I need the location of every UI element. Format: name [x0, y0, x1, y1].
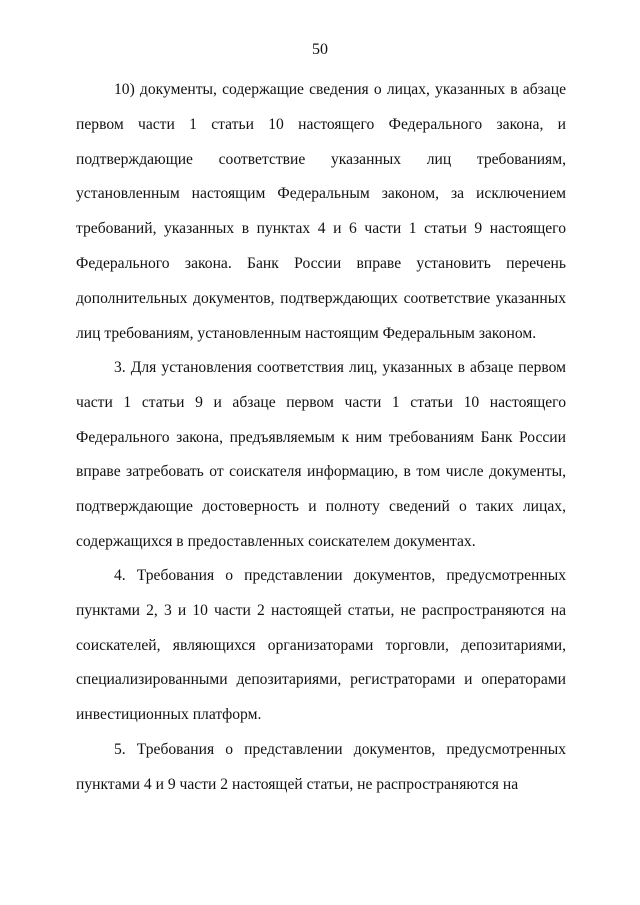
paragraph-section-4: 4. Требования о представлении документов, предусмотренных пунктами 2, 3 и 10 части 2 настоящей статьи, не распространяются на соискателей, являющихся организаторами торговли, депозитариями, специализированными депозитариями, регистраторами и операторами инвестиционных платформ. [76, 567, 566, 724]
paragraph-section-5: 5. Требования о представлении документов, предусмотренных пунктами 4 и 9 части 2 настоящей статьи, не распространяются на [76, 741, 566, 793]
page-number: 50 [312, 41, 328, 58]
paragraph-item-10: 10) документы, содержащие сведения о лицах, указанных в абзаце первом части 1 статьи 10 настоящего Федерального закона, и подтверждающие соответствие указанных лиц требованиям, установленным настоящим Федеральным законом, за исключением требований, указанных в пунктах 4 и 6 части 1 статьи 9 настоящего Федерального закона. Банк России вправе установить перечень дополнительных документов, подтверждающих соответствие указанных лиц требованиям, установленным настоящим Федеральным законом. [76, 81, 566, 342]
paragraph-section-3: 3. Для установления соответствия лиц, указанных в абзаце первом части 1 статьи 9 и абзаце первом части 1 статьи 10 настоящего Федерального закона, предъявляемым к ним требованиям Банк России вправе затребовать от соискателя информацию, в том числе документы, подтверждающие достоверность и полноту сведений о таких лицах, содержащихся в предоставленных соискателем документах. [76, 359, 566, 550]
